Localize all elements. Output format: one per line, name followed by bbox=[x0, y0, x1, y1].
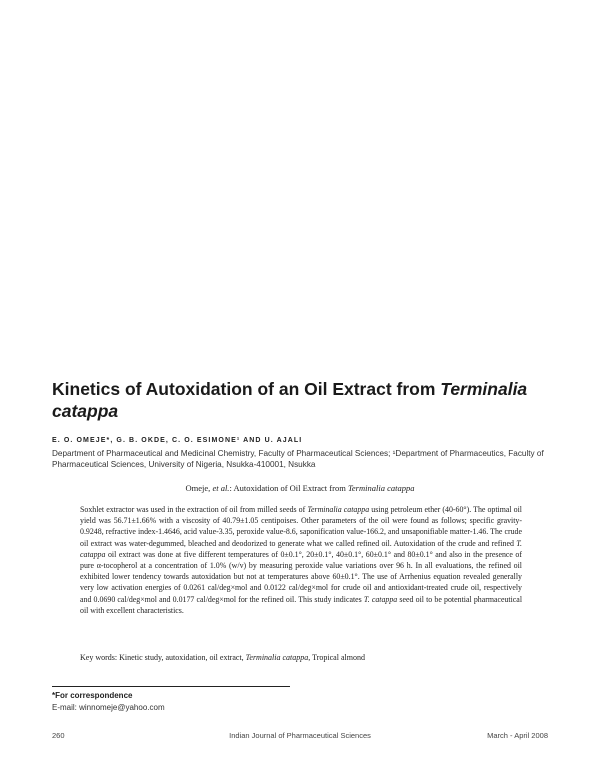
author-list: E. O. OMEJE*, G. B. OKDE, C. O. ESIMONE¹ AND U. AJALI bbox=[52, 437, 303, 444]
correspondence-note: *For correspondence bbox=[52, 691, 133, 700]
abstract-species-3: T. catappa bbox=[363, 594, 398, 604]
running-head-authors: Omeje, bbox=[185, 483, 213, 493]
title-main: Kinetics of Autoxidation of an Oil Extract from bbox=[52, 379, 441, 399]
footnote-divider bbox=[52, 686, 290, 687]
correspondence-email: E-mail: winnomeje@yahoo.com bbox=[52, 703, 165, 712]
abstract-species-1: Terminalia catappa bbox=[307, 505, 370, 514]
author-affiliation: Department of Pharmaceutical and Medicinal Chemistry, Faculty of Pharmaceutical Sciences; ¹Department of Pharmaceutics, Faculty of Pharmaceutical Sciences, University of Nigeria, Nsukka-410001, Nsukka bbox=[52, 449, 544, 469]
keywords-tail: , Tropical almond bbox=[308, 653, 365, 662]
journal-name: Indian Journal of Pharmaceutical Sciences bbox=[229, 731, 371, 740]
title-species: Terminalia catappa bbox=[52, 379, 528, 421]
abstract-part-3: oil extract was done at five different temperatures of 0±0.1°, 20±0.1°, 40±0.1°, 60±0.1° and 80±0.1° and also in the presence of pure α-tocopherol at a concentration of 1.0% (w/v) by measuring peroxide value variations over 96 h. In all evaluations, the refined oil exhibited lower tendency towards autoxidation but not at temperatures above 60±0.1°. The use of Arrhenius equation revealed generally very low activation energies of 0.0261 cal/deg×mol and 0.0122 cal/deg×mol for crude oil and antioxidant-treated crude oil, respectively and 0.0690 cal/deg×mol and 0.0177 cal/deg×mol for the refined oil. This study indicates bbox=[80, 549, 522, 604]
running-head-text: : Autoxidation of Oil Extract from bbox=[229, 483, 348, 493]
keywords-text: Key words: Kinetic study, autoxidation, oil extract, bbox=[80, 653, 246, 662]
issue-date: March - April 2008 bbox=[487, 731, 548, 740]
page-number: 260 bbox=[52, 731, 65, 740]
running-head bbox=[0, 483, 600, 493]
keywords bbox=[80, 653, 522, 662]
abstract-part-4: seed oil to be potential pharmaceutical oil with excellent characteristics. bbox=[80, 594, 523, 615]
article-title bbox=[52, 378, 562, 422]
abstract-species-2: T. catappa bbox=[80, 538, 522, 559]
running-head-species: Terminalia catappa bbox=[347, 483, 415, 493]
page-footer bbox=[52, 731, 548, 743]
abstract-part-1: Soxhlet extractor was used in the extraction of oil from milled seeds of bbox=[80, 505, 308, 514]
abstract-part-2: using petroleum ether (40-60°). The optimal oil yield was 56.71±1.66% with a viscosity of 40.79±1.05 centipoises. Other parameters of the oil were found as follows; specific gravity-0.9248, refractive index-1.4646, acid value-3.35, peroxide value-8.6, saponification value-166.2, and unsaponifiable matter-1.46. The crude oil extract was water-degummed, bleached and deodorized to generate what we called refined oil. Autoxidation of the crude and refined bbox=[80, 505, 522, 548]
running-head-etal: et al. bbox=[212, 483, 230, 493]
abstract bbox=[80, 504, 522, 616]
keywords-species: Terminalia catappa bbox=[245, 653, 309, 662]
